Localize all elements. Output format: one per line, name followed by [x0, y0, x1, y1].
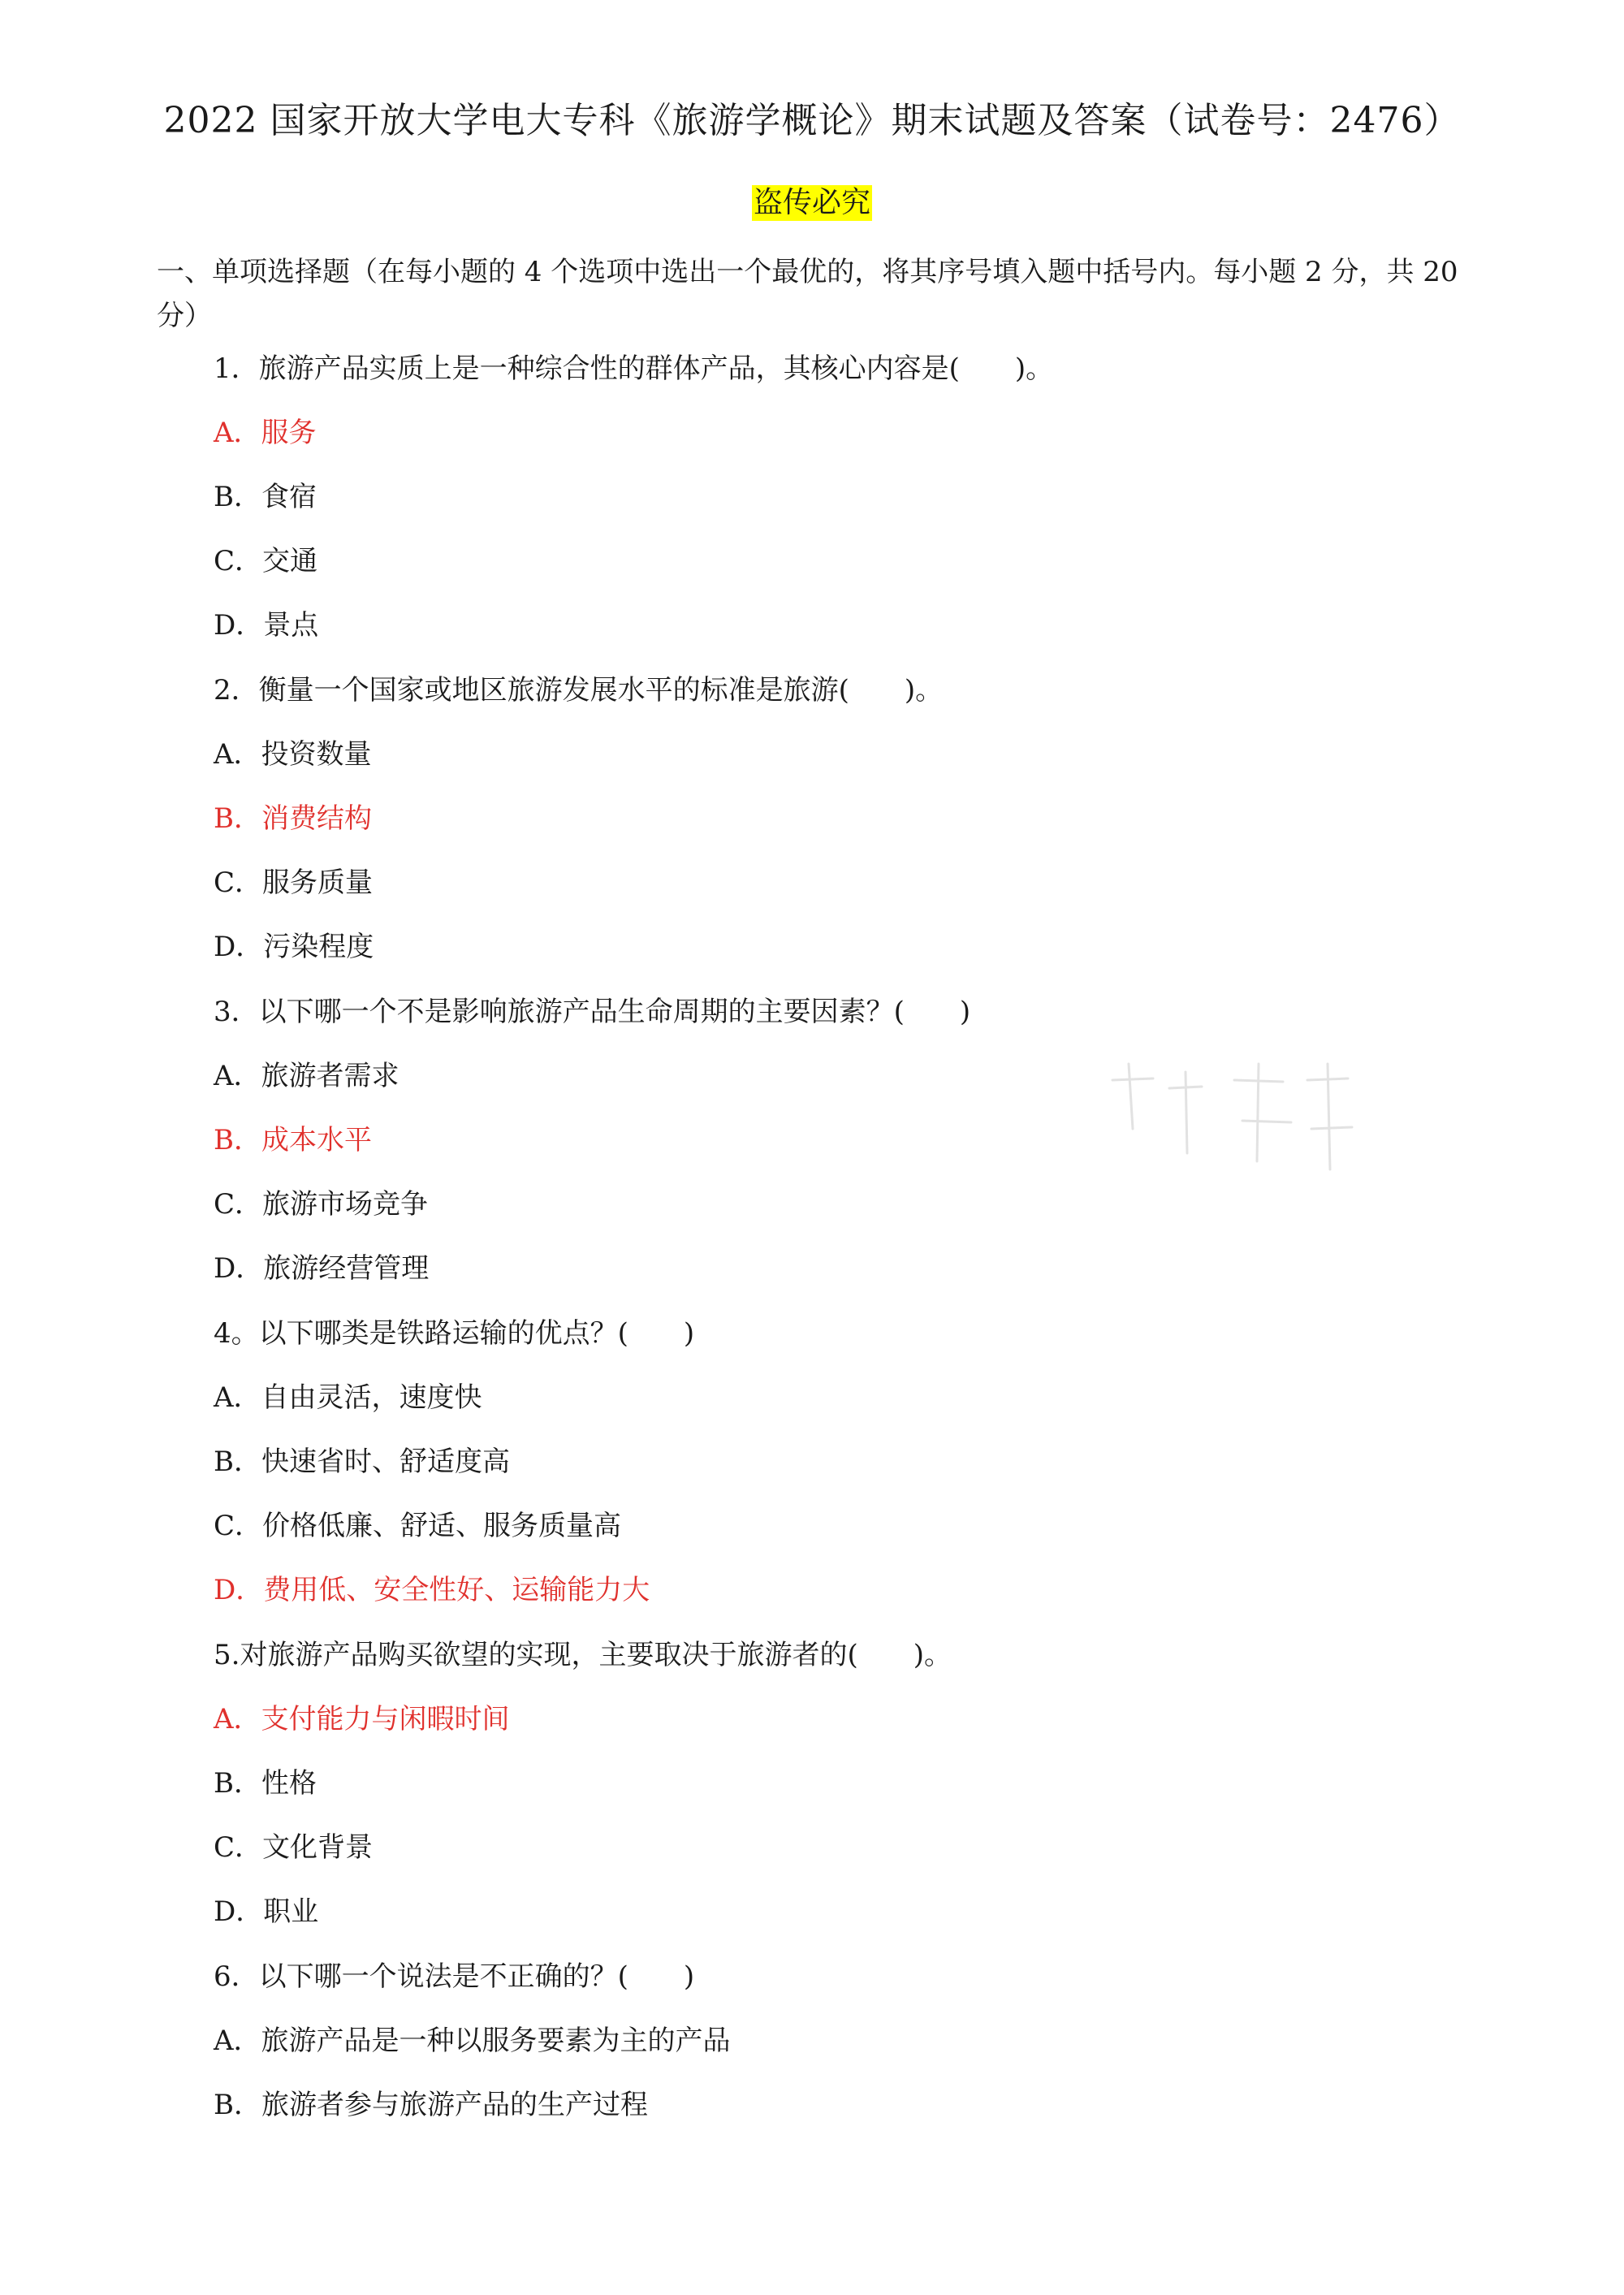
option: D．职业	[214, 1895, 319, 1928]
option: A．投资数量	[214, 738, 372, 771]
question-stem: 1．旅游产品实质上是一种综合性的群体产品，其核心内容是( )。	[214, 352, 1054, 385]
answer-option: B．成本水平	[214, 1124, 372, 1156]
option: B．性格	[214, 1767, 317, 1800]
option: C．文化背景	[214, 1831, 374, 1864]
answer-option: A．支付能力与闲暇时间	[214, 1703, 510, 1735]
option: C．旅游市场竞争	[214, 1188, 429, 1221]
option: D．污染程度	[214, 931, 374, 963]
option: C．服务质量	[214, 867, 374, 899]
question-stem: 5.对旅游产品购买欲望的实现，主要取决于旅游者的( )。	[214, 1639, 952, 1671]
document-title: 2022 国家开放大学电大专科《旅游学概论》期末试题及答案（试卷号：2476）	[163, 100, 1461, 141]
question-stem: 4。以下哪类是铁路运输的优点？( )	[214, 1317, 695, 1350]
option: B．快速省时、舒适度高	[214, 1446, 510, 1478]
question-stem: 2．衡量一个国家或地区旅游发展水平的标准是旅游( )。	[214, 674, 944, 707]
option: C．价格低廉、舒适、服务质量高	[214, 1510, 622, 1542]
section-heading: 一、单项选择题（在每小题的 4 个选项中选出一个最优的，将其序号填入题中括号内。每小题 2 分，共 20 分）	[157, 256, 1458, 332]
option: B．旅游者参与旅游产品的生产过程	[214, 2089, 648, 2121]
copyright-warning: 盗传必究	[753, 186, 870, 219]
answer-option: A．服务	[214, 417, 317, 449]
question-stem: 3．以下哪一个不是影响旅游产品生命周期的主要因素？( )	[214, 996, 971, 1028]
option: D．旅游经营管理	[214, 1252, 430, 1285]
option: C．交通	[214, 545, 318, 577]
question-stem: 6．以下哪一个说法是不正确的？( )	[214, 1960, 695, 1993]
answer-option: D．费用低、安全性好、运输能力大	[214, 1574, 650, 1606]
option: D．景点	[214, 609, 319, 642]
answer-option: B．消费结构	[214, 802, 372, 835]
option: A．旅游产品是一种以服务要素为主的产品	[214, 2025, 731, 2057]
warning-wrap	[0, 185, 1624, 221]
option: B．食宿	[214, 481, 317, 513]
option: A．旅游者需求	[214, 1060, 400, 1092]
option: A．自由灵活，速度快	[214, 1381, 482, 1414]
scan-smudge	[1096, 1031, 1364, 1186]
